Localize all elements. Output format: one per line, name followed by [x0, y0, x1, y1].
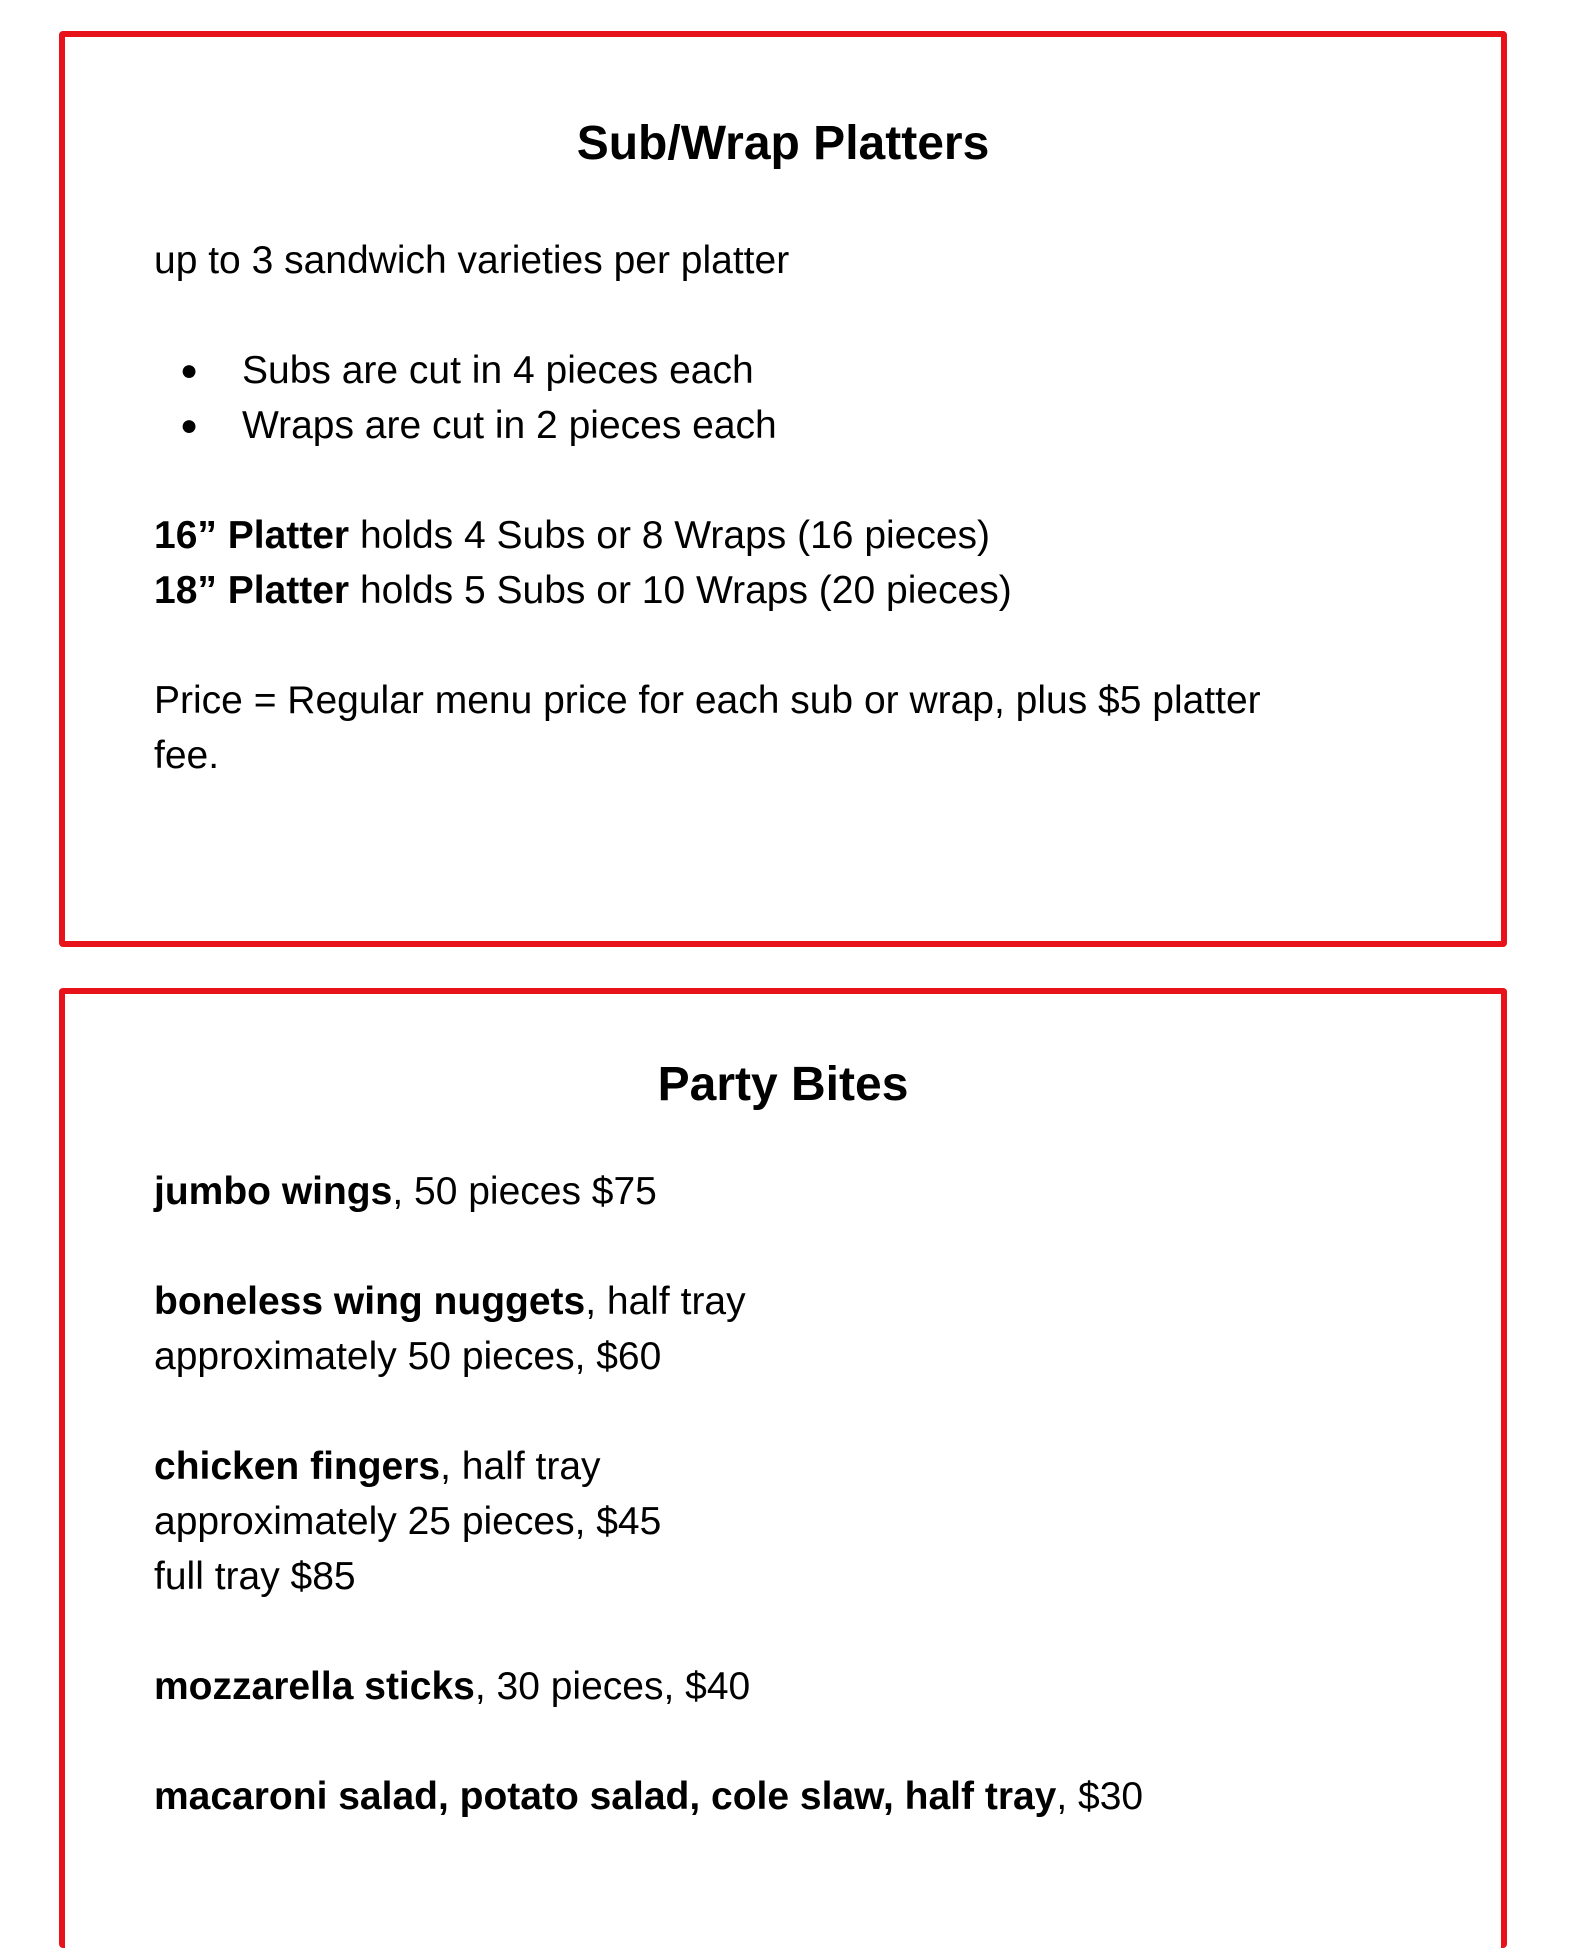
menu-item-salads: [154, 1769, 1441, 1824]
menu-item-chicken-fingers: [154, 1439, 1441, 1494]
platter-size-desc: holds 4 Subs or 8 Wraps (16 pieces): [349, 514, 991, 557]
cut-info-list: [154, 343, 1441, 453]
menu-item-name: boneless wing nuggets: [154, 1280, 586, 1323]
menu-item-name: chicken fingers: [154, 1445, 441, 1488]
menu-item-mozzarella-sticks: [154, 1659, 1441, 1714]
menu-item-detail: , 30 pieces, $40: [474, 1665, 751, 1708]
section-title: Party Bites: [657, 1058, 909, 1111]
menu-item-detail-line: full tray $85: [154, 1555, 356, 1598]
platter-size-name: 18” Platter: [154, 569, 350, 612]
platter-size-desc: holds 5 Subs or 10 Wraps (20 pieces): [349, 569, 1012, 612]
menu-item-name: mozzarella sticks: [154, 1665, 475, 1708]
bullet-icon: ●: [180, 409, 199, 442]
price-line: Price = Regular menu price for each sub or wrap, plus $5 platter: [154, 679, 1261, 722]
menu-item-detail: , $30: [1056, 1775, 1144, 1818]
list-item-text: Subs are cut in 4 pieces each: [242, 349, 754, 392]
platter-size-16: [154, 508, 1441, 563]
menu-item-detail-line: approximately 25 pieces, $45: [154, 1500, 662, 1543]
section-content: [154, 1164, 1441, 1824]
list-item: [154, 343, 1441, 398]
platter-intro: up to 3 sandwich varieties per platter: [154, 239, 790, 282]
party-bites-section: [59, 988, 1507, 1948]
platter-size-18: [154, 563, 1441, 618]
menu-item-name: jumbo wings: [154, 1170, 393, 1213]
menu-item-detail: , half tray: [440, 1445, 601, 1488]
menu-item-name: macaroni salad, potato salad, cole slaw, half tray: [154, 1775, 1057, 1818]
menu-item-boneless-wing-nuggets: [154, 1274, 1441, 1329]
menu-item-detail-line: approximately 50 pieces, $60: [154, 1335, 662, 1378]
list-item: [154, 398, 1441, 453]
menu-item-detail: , half tray: [585, 1280, 746, 1323]
menu-item-jumbo-wings: [154, 1164, 1441, 1219]
sub-wrap-platters-section: [59, 31, 1507, 947]
bullet-icon: ●: [180, 354, 199, 387]
platter-size-name: 16” Platter: [154, 514, 350, 557]
menu-item-detail: , 50 pieces $75: [392, 1170, 657, 1213]
section-title: Sub/Wrap Platters: [576, 117, 990, 170]
section-content: [154, 233, 1441, 783]
list-item-text: Wraps are cut in 2 pieces each: [242, 404, 777, 447]
price-line-continued: fee.: [154, 734, 220, 777]
